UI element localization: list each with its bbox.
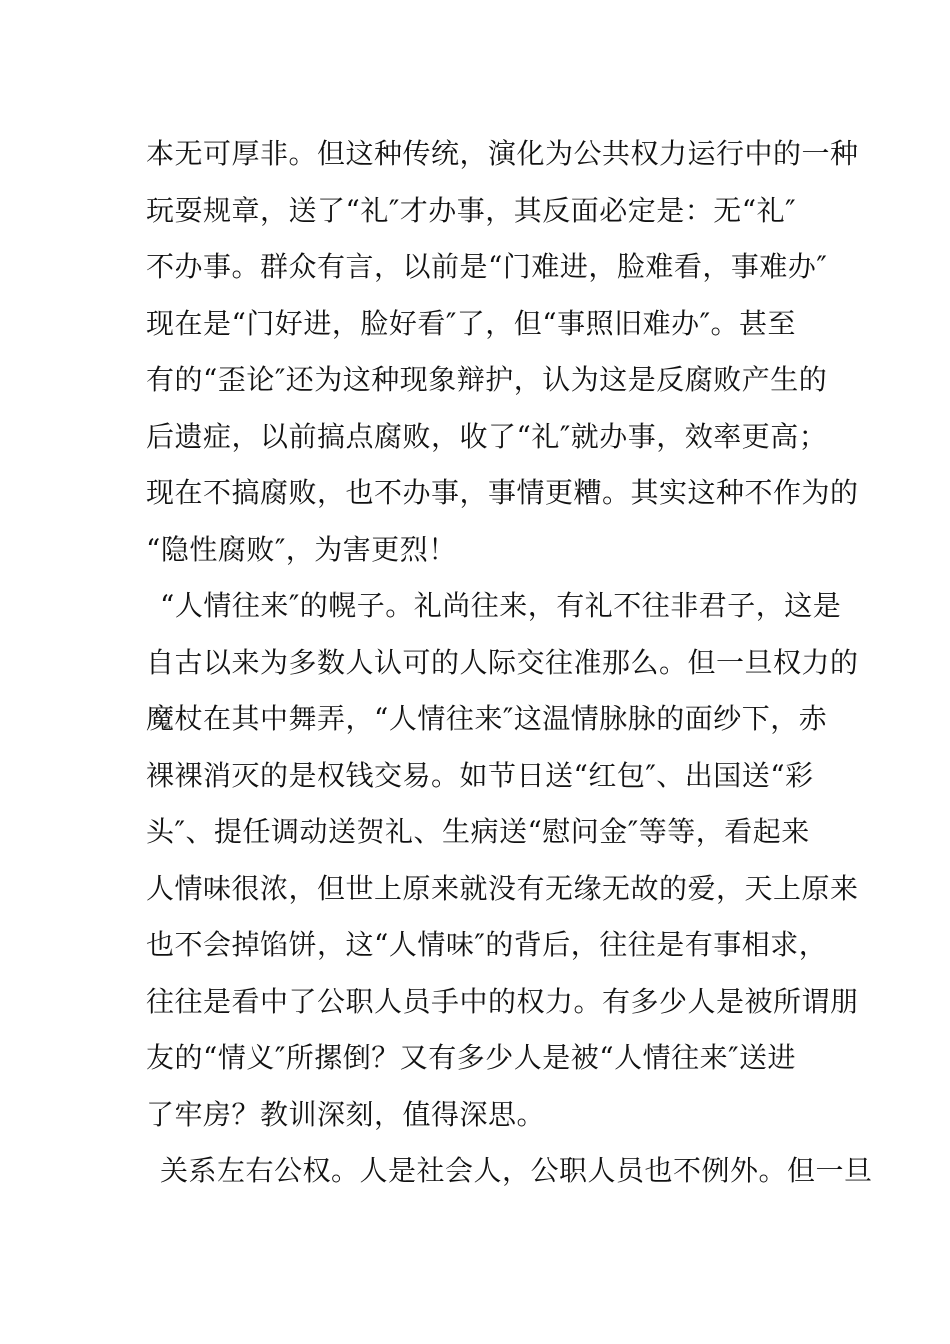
body-text bbox=[146, 132, 873, 1206]
text-line: 也不会掉馅饼，这“人情味″的背后，往往是有事相求， bbox=[146, 928, 828, 961]
text-line: 头″、提任调动送贺礼、生病送“慰问金″等等，看起来 bbox=[146, 815, 810, 848]
text-line: “隐性腐败″，为害更烈！ bbox=[146, 532, 457, 566]
text-line: 本无可厚非。但这种传统，演化为公共权力运行中的一种 bbox=[146, 137, 859, 170]
text-line: 玩耍规章，送了“礼″才办事，其反面必定是：无“礼″ bbox=[146, 193, 797, 227]
paragraph-start-line: “人情往来″的幌子。礼尚往来，有礼不往非君子，这是 bbox=[160, 589, 842, 622]
text-line: 现在不搞腐败，也不办事，事情更糟。其实这种不作为的 bbox=[146, 476, 859, 509]
text-line: 后遗症，以前搞点腐败，收了“礼″就办事，效率更高； bbox=[146, 419, 828, 453]
text-line: 友的“情义″所摞倒？又有多少人是被“人情往来″送进 bbox=[146, 1041, 797, 1074]
text-line: 不办事。群众有言，以前是“门难进，脸难看，事难办″ bbox=[146, 250, 828, 283]
text-line: 现在是“门好进，脸好看″了，但“事照旧难办″。甚至 bbox=[146, 306, 797, 340]
text-line: 往往是看中了公职人员手中的权力。有多少人是被所谓朋 bbox=[146, 984, 859, 1018]
text-line: 裸裸消灭的是权钱交易。如节日送“红包″、出国送“彩 bbox=[146, 758, 814, 792]
text-line: 魔杖在其中舞弄，“人情往来″这温情脉脉的面纱下，赤 bbox=[146, 702, 828, 735]
text-line: 了牢房？教训深刻，值得深思。 bbox=[146, 1097, 546, 1131]
text-line: 有的“歪论″还为这种现象辩护，认为这是反腐败产生的 bbox=[146, 363, 828, 396]
text-line: 自古以来为多数人认可的人际交往准那么。但一旦权力的 bbox=[146, 645, 859, 679]
paragraph-start-line: 关系左右公权。人是社会人，公职人员也不例外。但一旦 bbox=[160, 1154, 873, 1187]
text-line: 人情味很浓，但世上原来就没有无缘无故的爱，天上原来 bbox=[146, 871, 859, 905]
